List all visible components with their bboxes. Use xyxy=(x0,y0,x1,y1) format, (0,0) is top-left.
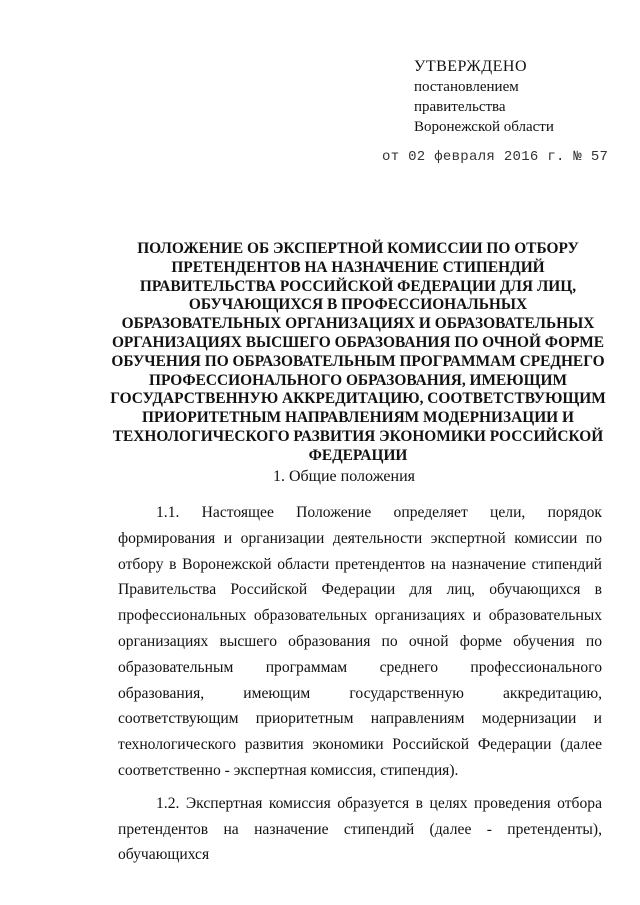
paragraph-1-2: 1.2. Экспертная комиссия образуется в целях проведения отбора претендентов на назначение стипендий (далее - претенденты), обучающихся xyxy=(118,794,602,864)
approval-line-3: Воронежской области xyxy=(414,119,554,135)
body-text xyxy=(118,500,602,875)
approval-line-1: постановлением xyxy=(414,79,519,95)
document-title: ПОЛОЖЕНИЕ ОБ ЭКСПЕРТНОЙ КОМИССИИ ПО ОТБОРУ ПРЕТЕНДЕНТОВ НА НАЗНАЧЕНИЕ СТИПЕНДИЙ ПРАВИТЕЛЬСТВА РОССИЙСКОЙ ФЕДЕРАЦИИ ДЛЯ ЛИЦ, ОБУЧАЮЩИХСЯ В ПРОФЕССИОНАЛЬНЫХ ОБРАЗОВАТЕЛЬНЫХ ОРГАНИЗАЦИЯХ И ОБРАЗОВАТЕЛЬНЫХ ОРГАНИЗАЦИЯХ ВЫСШЕГО ОБРАЗОВАНИЯ ПО ОЧНОЙ ФОРМЕ ОБУЧЕНИЯ ПО ОБРАЗОВАТЕЛЬНЫМ ПРОГРАММАМ СРЕДНЕГО ПРОФЕССИОНАЛЬНОГО ОБРАЗОВАНИЯ, ИМЕЮЩИМ ГОСУДАРСТВЕННУЮ АККРЕДИТАЦИЮ, СООТВЕТСТВУЮЩИМ ПРИОРИТЕТНЫМ НАПРАВЛЕНИЯМ МОДЕРНИЗАЦИИ И ТЕХНОЛОГИЧЕСКОГО РАЗВИТИЯ ЭКОНОМИКИ РОССИЙСКОЙ ФЕДЕРАЦИИ xyxy=(110,240,606,464)
approval-date-stamp: от 02 февраля 2016 г. № 57 xyxy=(382,149,609,165)
section-heading: 1. Общие положения xyxy=(272,468,416,485)
approval-line-2: правительства xyxy=(414,99,506,115)
approval-label: УТВЕРЖДЕНО xyxy=(414,58,528,75)
paragraph-1-1: 1.1. Настоящее Положение определяет цели, порядок формирования и организации деятельности экспертной комиссии по отбору в Воронежской области претендентов на назначение стипендий Правительства Российской Федерации для лиц, обучающихся в профессиональных образовательных организациях и образовательных организациях высшего образования по очной форме обучения по образовательным программам среднего профессионального образования, имеющим государственную аккредитацию, соответствующим приоритетным направлениям модернизации и технологического развития экономики Российской Федерации (далее соответственно - экспертная комиссия, стипендия). xyxy=(118,504,602,779)
approval-block xyxy=(382,57,609,167)
